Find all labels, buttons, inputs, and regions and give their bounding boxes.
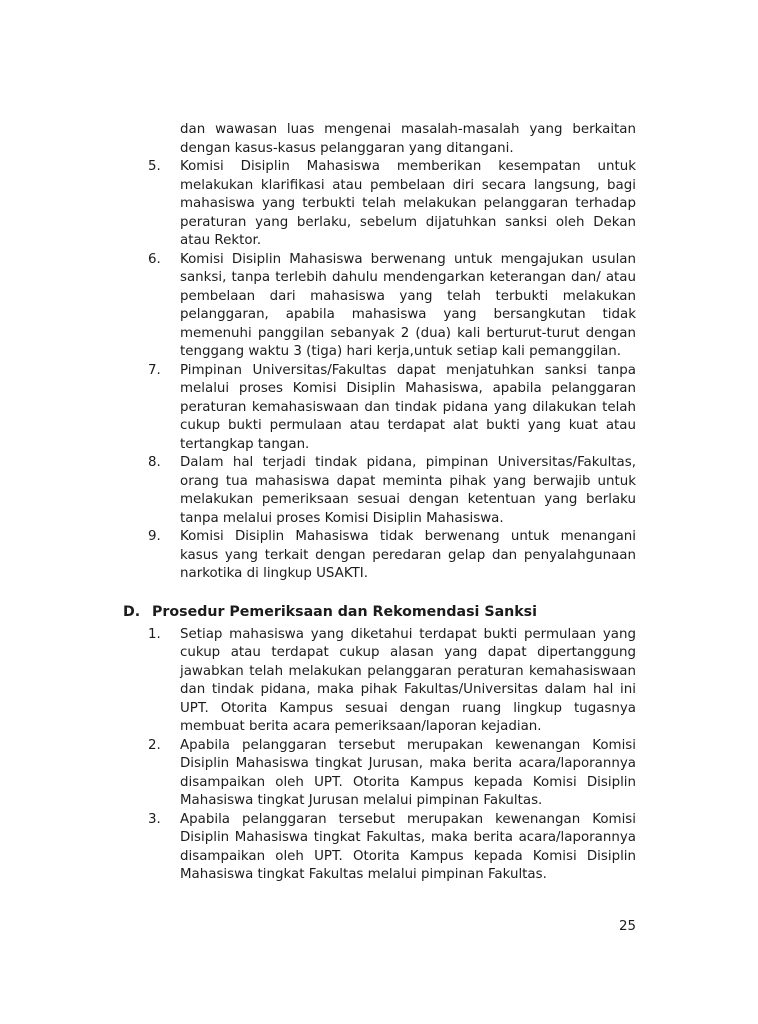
list-item-d2 [148,737,636,811]
list-item-text: Pimpinan Universitas/Fakultas dapat menjatuhkan sanksi tanpa melalui proses Komisi Disiplin Mahasiswa, apabila pelanggaran peraturan kemahasiswaan dan tindak pidana yang dilakukan telah cukup bukti permulaan atau terdapat alat bukti yang kuat atau tertangkap tangan. [180,362,636,452]
page-number: 25 [618,919,636,934]
list-item-text: Apabila pelanggaran tersebut merupakan kewenangan Komisi Disiplin Mahasiswa tingkat Fakultas, maka berita acara/laporannya disampaikan oleh UPT. Otorita Kampus kepada Komisi Disiplin Mahasiswa tingkat Fakultas melalui pimpinan Fakultas. [180,811,636,882]
list-item-number: 2. [148,737,161,753]
list-item-number: 7. [148,362,161,378]
list-item-d1 [148,626,636,737]
list-item-c7 [148,362,636,455]
list-item-number: 8. [148,455,161,470]
list-item-text: Komisi Disiplin Mahasiswa berwenang untuk mengajukan usulan sanksi, tanpa terlebih dahulu mendengarkan keterangan dan/ atau pembelaan dari mahasiswa yang telah terbukti melakukan pelanggaran, apabila mahasiswa yang bersangkutan tidak memenuhi panggilan sebanyak 2 (dua) kali berturut-turut dengan tenggang waktu 3 (tiga) hari kerja,untuk setiap kali pemanggilan. [180,251,636,359]
list-item-number: 1. [148,626,161,642]
list-section-d [148,626,636,885]
list-item-text: Komisi Disiplin Mahasiswa memberikan kesempatan untuk melakukan klarifikasi atau pembelaan diri secara langsung, bagi mahasiswa yang terbukti telah melakukan pelanggaran terhadap peraturan yang berlaku, sebelum dijatuhkan sanksi oleh Dekan atau Rektor. [180,159,636,248]
list-item-number: 9. [148,529,161,544]
list-item-text: Apabila pelanggaran tersebut merupakan kewenangan Komisi Disiplin Mahasiswa tingkat Jurusan, maka berita acara/laporannya disampaikan oleh UPT. Otorita Kampus kepada Komisi Disiplin Mahasiswa tingkat Jurusan melalui pimpinan Fakultas. [180,737,636,808]
list-section-c [148,158,636,584]
list-item-number: 3. [148,811,161,827]
list-item-number: 5. [148,159,161,174]
continuation-paragraph: dan wawasan luas mengenai masalah-masalah yang berkaitan dengan kasus-kasus pelanggaran yang ditangani. [180,122,636,156]
list-item-text: Setiap mahasiswa yang diketahui terdapat bukti permulaan yang cukup atau terdapat cukup alasan yang dapat dipertanggung jawabkan telah melakukan pelanggaran peraturan kemahasiswaan dan tindak pidana, maka pihak Fakultas/Universitas dalam hal ini UPT. Otorita Kampus sesuai dengan ruang lingkup tugasnya membuat berita acara pemeriksaan/laporan kejadian. [180,626,636,734]
list-item-c5 [148,158,636,251]
section-title: Prosedur Pemeriksaan dan Rekomendasi Sanksi [152,603,537,620]
list-item-number: 6. [148,251,161,267]
list-item-c8 [148,454,636,528]
page-content [123,121,636,885]
list-item-c6 [148,251,636,362]
section-letter: D. [123,603,141,620]
list-item-text: Dalam hal terjadi tindak pidana, pimpinan Universitas/Fakultas, orang tua mahasiswa dapat meminta pihak yang berwajib untuk melakukan pemeriksaan sesuai dengan ketentuan yang berlaku tanpa melalui proses Komisi Disiplin Mahasiswa. [180,455,636,526]
list-item-d3 [148,811,636,885]
section-heading-d [123,602,636,622]
list-item-c9 [148,528,636,584]
list-item-text: Komisi Disiplin Mahasiswa tidak berwenang untuk menangani kasus yang terkait dengan peredaran gelap dan penyalahgunaan narkotika di lingkup USAKTI. [180,529,636,581]
